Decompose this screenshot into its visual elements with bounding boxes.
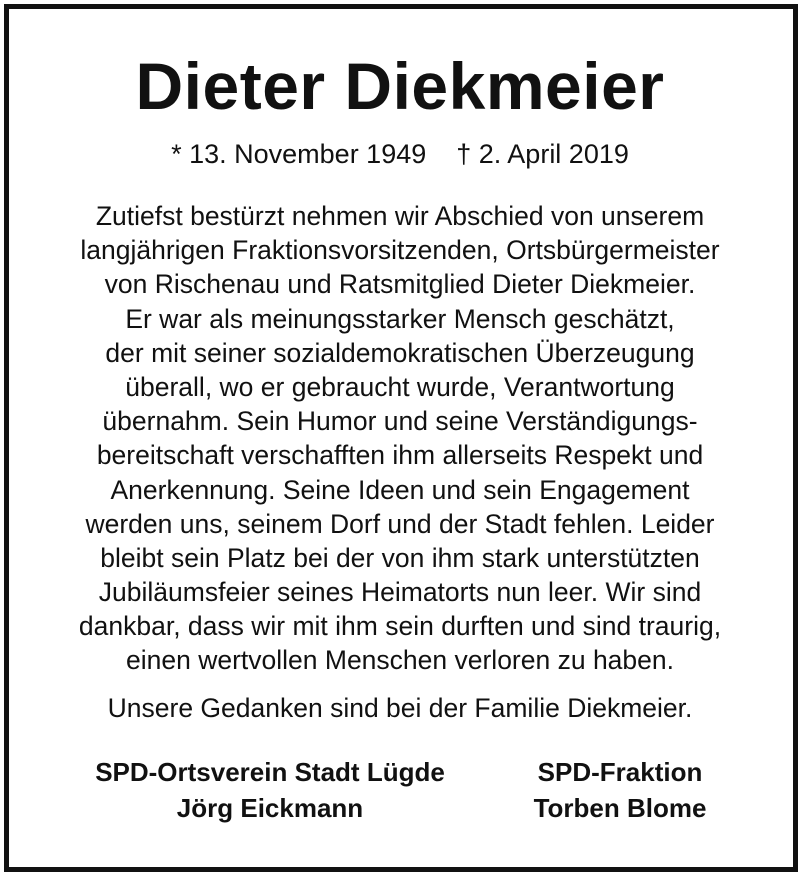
text-line: von Rischenau und Ratsmitglied Dieter Diekmeier. [104,269,696,300]
text-line: übernahm. Sein Humor und seine Verständigungs- [102,406,698,437]
text-line: bereitschaft verschafften ihm allerseits Respekt und [96,440,704,471]
death-date: † 2. April 2019 [456,139,629,169]
signature-block-party [40,754,500,826]
obituary-text [24,199,776,678]
text-line: Anerkennung. Seine Ideen und sein Engagement [110,474,690,505]
signature-organization: SPD-Fraktion [537,757,703,787]
signature-person: Jörg Eickmann [176,793,364,823]
text-line: Er war als meinungsstarker Mensch geschätzt, [125,303,675,334]
text-line: der mit seiner sozialdemokratischen Überzeugung [105,337,695,368]
text-line: überall, wo er gebraucht wurde, Verantwortung [125,371,675,402]
text-line: einen wertvollen Menschen verloren zu haben. [126,645,674,676]
text-line: bleibt sein Platz bei der von ihm stark unterstützten [100,542,700,573]
life-dates [0,134,800,174]
text-line: werden uns, seinem Dorf und der Stadt fehlen. Leider [85,508,715,539]
signature-block-faction [500,754,740,826]
text-line: dankbar, dass wir mit ihm sein durften und sind traurig, [78,611,722,642]
text-line: Jubiläumsfeier seines Heimatorts nun leer. Wir sind [98,577,702,608]
text-line: Zutiefst bestürzt nehmen wir Abschied von unserem [95,201,705,231]
signature-organization: SPD-Ortsverein Stadt Lügde [95,757,445,787]
closing-sentence: Unsere Gedanken sind bei der Familie Diekmeier. [107,693,693,723]
text-line: langjährigen Fraktionsvorsitzenden, Ortsbürgermeister [80,235,720,266]
deceased-name: Dieter Diekmeier [135,49,665,123]
birth-date: * 13. November 1949 [171,139,427,169]
signature-person: Torben Blome [533,793,707,823]
